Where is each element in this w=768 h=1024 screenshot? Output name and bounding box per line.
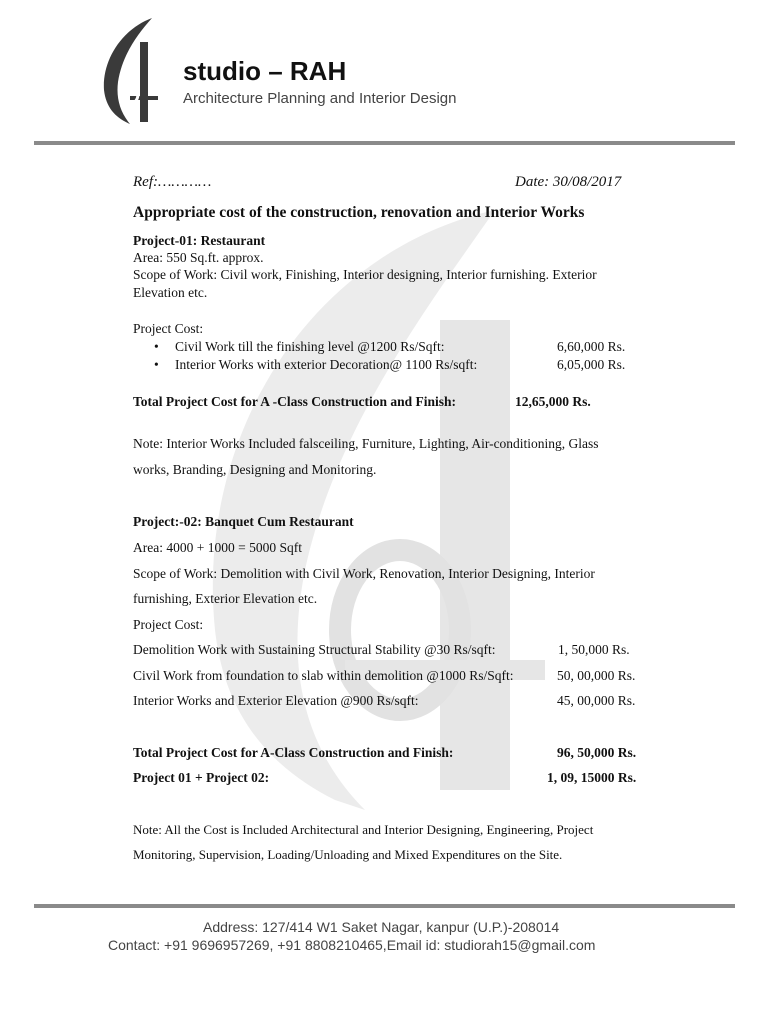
project1-item-label: • Civil Work till the finishing level @1200 Rs/Sqft: [175,339,444,355]
project2-item-amount: 1, 50,000 Rs. [558,642,630,657]
project2-total-amount: 96, 50,000 Rs. [557,745,637,760]
project1-cost-label: Project Cost: [133,321,204,336]
project2-item-label: Interior Works and Exterior Elevation @900 Rs/sqft: [133,693,419,708]
footer-contact: Contact: +91 9696957269, +91 8808210465,Email id: studiorah15@gmail.com [108,937,596,953]
project2-cost-label: Project Cost: [133,617,204,632]
studio-rah-logo [100,16,160,126]
header-divider [34,141,735,145]
project2-item-amount: 50, 00,000 Rs. [557,668,636,683]
combined-total-amount: 1, 09, 15000 Rs. [547,770,637,785]
project1-total-amount: 12,65,000 Rs. [515,394,591,409]
project1-heading: Project-01: Restaurant [133,233,266,248]
combined-total-label: Project 01 + Project 02: [133,770,270,785]
reference-field: Ref:………… [133,174,212,190]
project2-item-label: Demolition Work with Sustaining Structural Stability @30 Rs/sqft: [133,642,496,657]
footer-divider [34,904,735,908]
project2-total-label: Total Project Cost for A-Class Construction and Finish: [133,745,454,760]
logo-watermark [195,210,555,810]
company-tagline: Architecture Planning and Interior Design [183,90,457,107]
project1-scope-line1: Scope of Work: Civil work, Finishing, Interior designing, Interior furnishing. Exterior [133,267,597,282]
project1-area: Area: 550 Sq.ft. approx. [133,250,264,265]
project1-scope-line2: Elevation etc. [133,285,208,300]
project2-area: Area: 4000 + 1000 = 5000 Sqft [133,540,302,555]
project1-total-label: Total Project Cost for A -Class Construction and Finish: [133,394,457,409]
project1-item-amount: 6,05,000 Rs. [557,357,626,372]
project1-note-line2: works, Branding, Designing and Monitoring. [133,462,377,477]
project2-scope-line1: Scope of Work: Demolition with Civil Work, Renovation, Interior Designing, Interior [133,566,595,581]
project1-item-label: • Interior Works with exterior Decoration@ 1100 Rs/sqft: [175,357,477,373]
final-note-line1: Note: All the Cost is Included Architectural and Interior Designing, Engineering, Project [133,822,594,837]
project2-item-label: Civil Work from foundation to slab within demolition @1000 Rs/Sqft: [133,668,514,683]
project2-scope-line2: furnishing, Exterior Elevation etc. [133,591,318,606]
company-name: studio – RAH [183,56,347,86]
project1-item-amount: 6,60,000 Rs. [557,339,626,354]
project2-heading: Project:-02: Banquet Cum Restaurant [133,514,354,529]
project1-note-line1: Note: Interior Works Included falsceiling, Furniture, Lighting, Air-conditioning, Glass [133,436,599,451]
footer-address: Address: 127/414 W1 Saket Nagar, kanpur (U.P.)-208014 [203,919,560,935]
project2-item-amount: 45, 00,000 Rs. [557,693,636,708]
document-date: Date: 30/08/2017 [515,174,622,190]
final-note-line2: Monitoring, Supervision, Loading/Unloading and Mixed Expenditures on the Site. [133,847,563,862]
document-title: Appropriate cost of the construction, renovation and Interior Works [133,204,585,221]
